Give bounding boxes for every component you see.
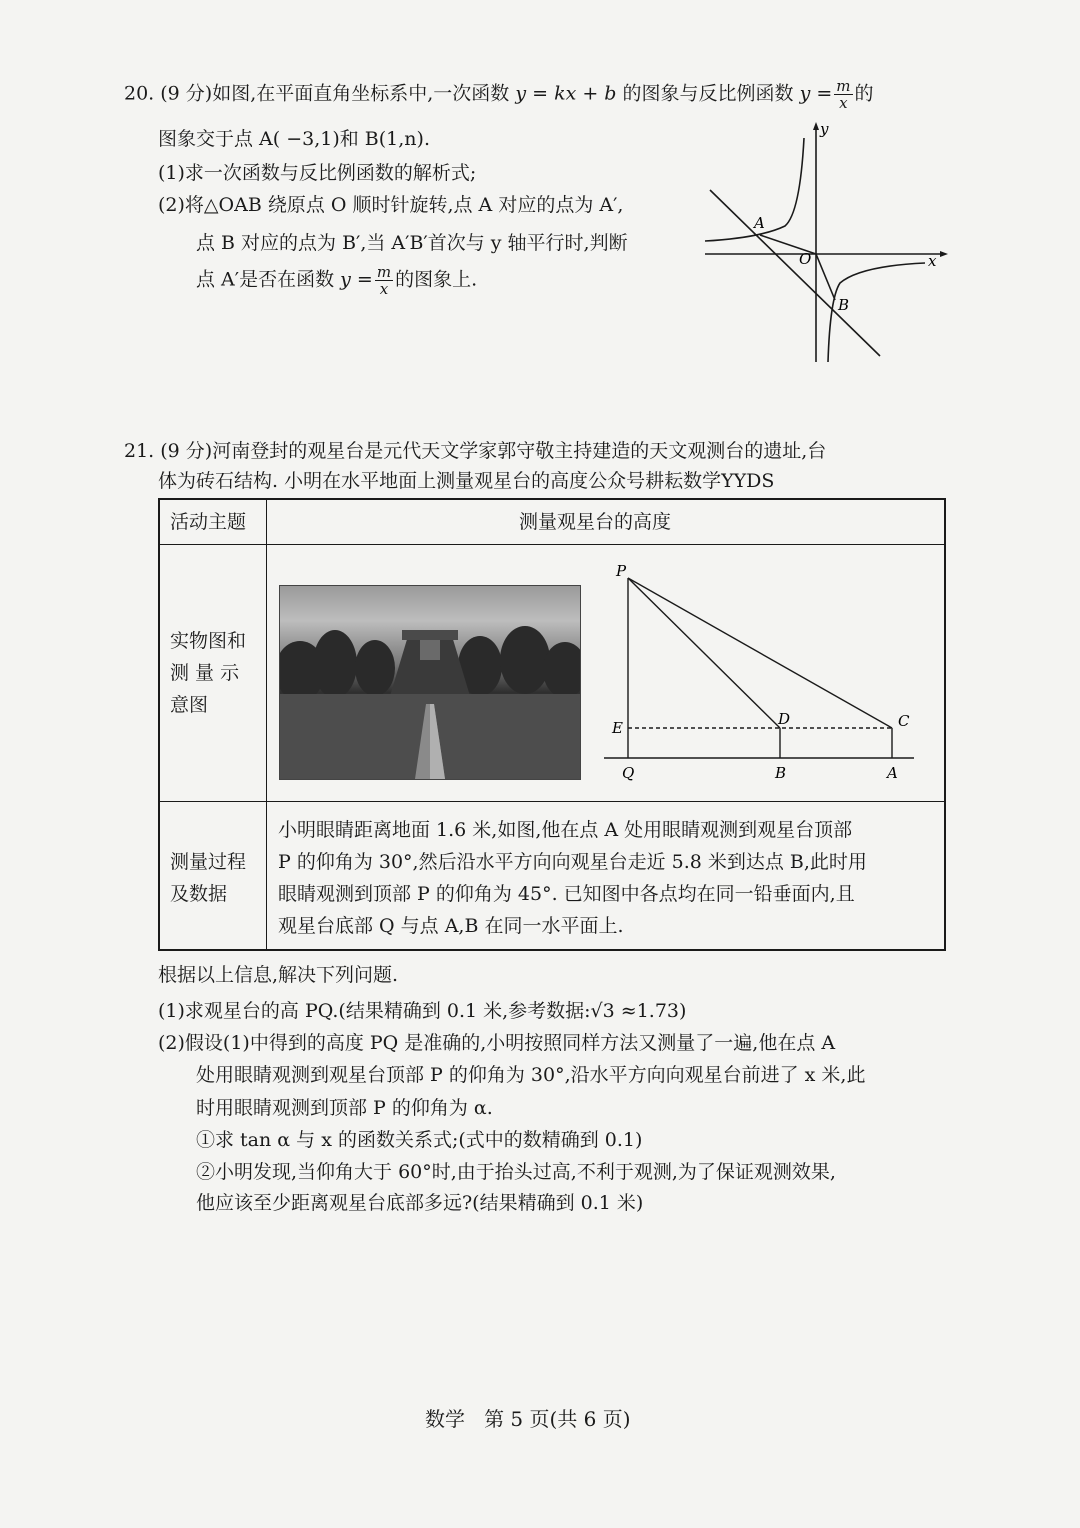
table-row2-label-2: 测 量 示 <box>170 662 240 684</box>
diagram-label-E: E <box>612 719 623 737</box>
q20-part2-line2: 点 B 对应的点为 B′,当 A′B′首次与 y 轴平行时,判断 <box>196 232 628 254</box>
table-process-line-1: 小明眼睛距离地面 1.6 米,如图,他在点 A 处用眼睛观测到观星台顶部 <box>278 819 853 841</box>
linear-function-eq: y = kx + b <box>515 82 617 105</box>
sight-line-PC <box>628 578 892 728</box>
q20-part2-line3-b: 的图象上. <box>395 268 478 291</box>
x-axis-arrow-icon <box>940 251 948 257</box>
table-process-line-2: P 的仰角为 30°,然后沿水平方向向观星台走近 5.8 米到达点 B,此时用 <box>278 851 867 873</box>
inverse-function-y: y = <box>799 82 833 105</box>
diagram-label-D: D <box>778 710 791 728</box>
q21-part2-line2: 处用眼睛观测到观星台顶部 P 的仰角为 30°,沿水平方向向观星台前进了 x 米,此 <box>196 1064 866 1086</box>
graph-label-A: A <box>754 214 765 232</box>
measurement-diagram <box>600 556 920 788</box>
q21-part2-line1: (2)假设(1)中得到的高度 PQ 是准确的,小明按照同样方法又测量了一遍,他在点 A <box>158 1032 836 1054</box>
graph-label-B: B <box>838 296 850 314</box>
q21-part2-line3: 时用眼睛观测到顶部 P 的仰角为 α. <box>196 1097 493 1119</box>
diagram-label-A: A <box>887 764 898 782</box>
q21-part2-sub1: ①求 tan α 与 x 的函数关系式;(式中的数精确到 0.1) <box>196 1129 643 1151</box>
diagram-label-Q: Q <box>622 764 635 782</box>
q21-line1: 21. (9 分)河南登封的观星台是元代天文学家郭守敬主持建造的天文观测台的遗址,台 <box>124 440 827 462</box>
fraction-m-over-x <box>834 78 852 111</box>
y-axis-arrow-icon <box>813 122 819 130</box>
table-row2-label-1: 实物图和 <box>170 630 247 652</box>
page-footer: 数学 第 5 页(共 6 页) <box>425 1407 631 1431</box>
table-row3-label-1: 测量过程 <box>170 851 247 873</box>
q20-part2-line1: (2)将△OAB 绕原点 O 顺时针旋转,点 A 对应的点为 A′, <box>158 194 624 216</box>
table-col-divider <box>266 498 267 951</box>
diagram-label-P: P <box>616 562 627 580</box>
q20-part2-line3-a: 点 A′是否在函数 <box>196 268 341 291</box>
table-process-line-4: 观星台底部 Q 与点 A,B 在同一水平面上. <box>278 915 624 937</box>
q21-part1: (1)求观星台的高 PQ.(结果精确到 0.1 米,参考数据:√3 ≈1.73) <box>158 1000 687 1022</box>
table-process-line-3: 眼睛观测到顶部 P 的仰角为 45°. 已知图中各点均在同一铅垂面内,且 <box>278 883 855 905</box>
table-header-title: 测量观星台的高度 <box>519 511 672 533</box>
frac-den-2: x <box>379 280 389 298</box>
q20-part2-line3 <box>196 264 477 297</box>
fraction-m-over-x-2 <box>375 264 393 297</box>
segment-OB <box>816 254 835 300</box>
frac-num: m <box>836 77 851 95</box>
table-row-divider-2 <box>158 801 946 802</box>
sight-line-PD <box>628 578 780 728</box>
q20-line1 <box>124 78 874 111</box>
graph-label-O: O <box>799 250 812 268</box>
table-header-topic: 活动主题 <box>170 511 247 533</box>
q21-part2-sub3: 他应该至少距离观星台底部多远?(结果精确到 0.1 米) <box>196 1192 644 1214</box>
frac-den: x <box>839 94 848 112</box>
table-row-divider-1 <box>158 544 946 545</box>
diagram-label-C: C <box>898 712 910 730</box>
table-row2-label-3: 意图 <box>170 694 209 716</box>
frac-num-2: m <box>376 263 392 281</box>
observatory-photo <box>279 585 581 780</box>
q21-after-table: 根据以上信息,解决下列问题. <box>158 964 399 986</box>
q20-line1-text-b: 的图象与反比例函数 <box>616 82 800 105</box>
q20-part1: (1)求一次函数与反比例函数的解析式; <box>158 162 477 184</box>
graph-label-y: y <box>820 120 829 138</box>
linear-function-line <box>710 190 880 356</box>
q20-line1-text-c: 的 <box>854 82 874 105</box>
inverse-function-y-2: y = <box>340 268 373 291</box>
table-row3-label-2: 及数据 <box>170 883 228 905</box>
q20-line1-text-a: 20. (9 分)如图,在平面直角坐标系中,一次函数 <box>124 82 516 105</box>
q21-part2-sub2: ②小明发现,当仰角大于 60°时,由于抬头过高,不利于观测,为了保证观测效果, <box>196 1161 836 1183</box>
q21-line2: 体为砖石结构. 小明在水平地面上测量观星台的高度公众号耕耘数学YYDS <box>158 470 775 492</box>
diagram-label-B: B <box>775 764 787 782</box>
graph-label-x: x <box>928 252 937 270</box>
q20-coordinate-graph <box>700 118 950 368</box>
q20-line2: 图象交于点 A( −3,1)和 B(1,n). <box>158 128 430 150</box>
